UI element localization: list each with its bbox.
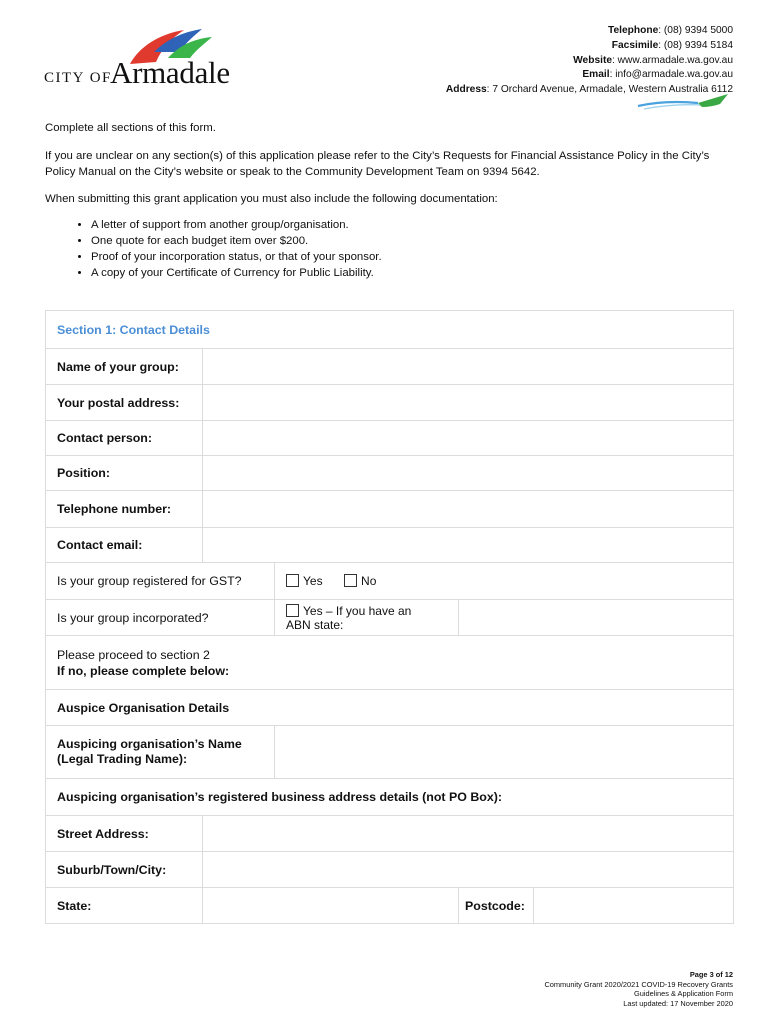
gst-options [275,563,734,600]
proceed-text: Please proceed to section 2 [57,647,210,662]
contact-telephone: Telephone: (08) 9394 5000 [608,25,733,36]
intro-complete-all: Complete all sections of this form. [45,122,216,134]
suburb-field[interactable] [203,852,734,888]
position-field[interactable] [203,456,734,491]
group-name-field[interactable] [203,349,734,385]
documentation-list [45,218,735,281]
incorporated-yes-option[interactable]: Yes – If you have an ABN state: [286,603,412,632]
auspice-title: Auspice Organisation Details [46,690,734,726]
street-field[interactable] [203,816,734,852]
header-swoosh-icon [636,92,731,112]
contact-details-form [45,310,734,924]
position-label: Position: [46,456,203,491]
list-item: • One quote for each budget item over $200. [91,234,735,250]
state-label: State: [46,888,203,924]
if-no-text: If no, please complete below: [57,663,230,678]
auspice-name-field[interactable] [275,726,734,779]
contact-person-field[interactable] [203,421,734,456]
telephone-label: Telephone number: [46,491,203,528]
list-item: • Proof of your incorporation status, or that of your sponsor. [91,250,735,266]
email-label: Contact email: [46,528,203,563]
contact-block [446,24,733,98]
contact-person-label: Contact person: [46,421,203,456]
incorporated-option [275,600,459,636]
email-field[interactable] [203,528,734,563]
contact-email: Email: info@armadale.wa.gov.au [582,69,733,81]
postcode-label: Postcode: [459,888,534,924]
suburb-label: Suburb/Town/City: [46,852,203,888]
auspice-address-label: Auspicing organisation’s registered business address details (not PO Box): [46,779,734,816]
footer-line-3: Last updated: 17 November 2020 [623,998,733,1008]
city-of-armadale-logo [44,22,244,97]
section-1-title: Section 1: Contact Details [46,311,734,349]
intro-text [45,121,735,281]
contact-website: Website: www.armadale.wa.gov.au [573,54,733,66]
abn-field[interactable] [459,600,734,636]
street-label: Street Address: [46,816,203,852]
incorporated-yes-checkbox[interactable] [286,604,299,617]
postal-address-field[interactable] [203,385,734,421]
gst-question: Is your group registered for GST? [46,563,275,600]
telephone-field[interactable] [203,491,734,528]
footer-line-2: Guidelines & Application Form [633,989,733,999]
postal-address-label: Your postal address: [46,385,203,421]
postcode-field[interactable] [534,888,734,924]
incorporated-question: Is your group incorporated? [46,600,275,636]
gst-no-checkbox[interactable] [344,574,357,587]
gst-yes-option[interactable]: Yes [286,574,323,588]
list-item: • A copy of your Certificate of Currency for Public Liability. [91,266,735,282]
page-number: Page 3 of 12 [689,970,733,979]
proceed-note [46,636,734,690]
gst-no-option[interactable]: No [344,574,376,588]
state-field[interactable] [203,888,459,924]
contact-address: Address: 7 Orchard Avenue, Armadale, Western Australia 6112 [445,84,733,96]
list-item: • A letter of support from another group/organisation. [91,218,735,234]
intro-unclear-note: If you are unclear on any section(s) of this application please refer to the City’s Requests for Financial Assistance Policy in the City’s Policy Manual on the City’s website or speak to the Community Development Team on 9394 5642. [45,149,710,178]
intro-documentation-note: When submitting this grant application you must also include the following documentation: [45,193,498,206]
footer-line-1: Community Grant 2020/2021 COVID-19 Recovery Grants [544,979,733,989]
logo-name: Armadale [110,55,230,90]
gst-yes-checkbox[interactable] [286,574,299,587]
page-footer [544,970,733,1008]
logo-city-of: CITY OF [44,70,112,86]
auspice-name-label: Auspicing organisation’s Name (Legal Trading Name): [46,726,275,779]
contact-facsimile: Facsimile: (08) 9394 5184 [611,39,733,51]
group-name-label: Name of your group: [46,349,203,385]
